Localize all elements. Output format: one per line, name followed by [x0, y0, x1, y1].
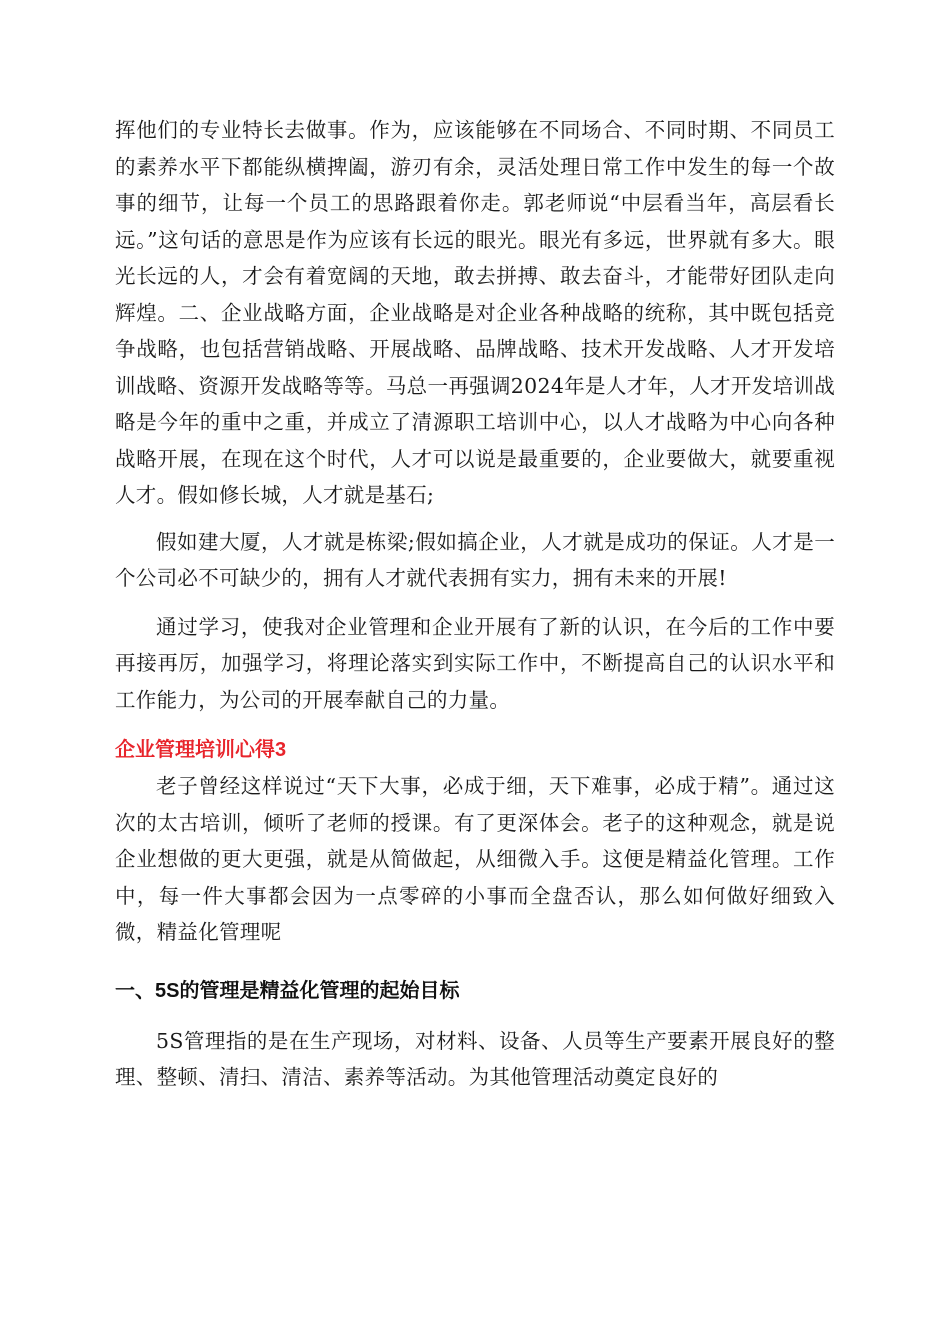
- section-heading-3: 企业管理培训心得3: [115, 739, 287, 761]
- body-paragraph-1: 挥他们的专业特长去做事。作为，应该能够在不同场合、不同时期、不同员工的素养水平下都能纵横捭阖，游刃有余，灵活处理日常工作中发生的每一个故事的细节，让每一个员工的思路跟着你走。郭老师说“中层看当年，高层看长远。”这句话的意思是作为应该有长远的眼光。眼光有多远，世界就有多大。眼光长远的人，才会有着宽阔的天地，敢去拼搏、敢去奋斗，才能带好团队走向辉煌。二、企业战略方面，企业战略是对企业各种战略的统称，其中既包括竞争战略，也包括营销战略、开展战略、品牌战略、技术开发战略、人才开发培训战略、资源开发战略等等。马总一再强调2024年是人才年，人才开发培训战略是今年的重中之重，并成立了清源职工培训中心，以人才战略为中心向各种战略开展，在现在这个时代，人才可以说是最重要的，企业要做大，就要重视人才。假如修长城，人才就是基石;: [115, 118, 835, 507]
- document-page: [115, 112, 835, 1096]
- body-paragraph-4: 老子曾经这样说过“天下大事，必成于细，天下难事，必成于精”。通过这次的太古培训，倾听了老师的授课。有了更深体会。老子的这种观念，就是说企业想做的更大更强，就是从简做起，从细微入手。这便是精益化管理。工作中，每一件大事都会因为一点零碎的小事而全盘否认，那么如何做好细致入微，精益化管理呢: [115, 774, 835, 944]
- body-paragraph-3: 通过学习，使我对企业管理和企业开展有了新的认识，在今后的工作中要再接再厉，加强学习，将理论落实到实际工作中，不断提高自己的认识水平和工作能力，为公司的开展奉献自己的力量。: [115, 614, 835, 712]
- body-paragraph-2: 假如建大厦，人才就是栋梁;假如搞企业，人才就是成功的保证。人才是一个公司必不可缺少的，拥有人才就代表拥有实力，拥有未来的开展!: [115, 529, 835, 590]
- body-paragraph-5: 5S管理指的是在生产现场，对材料、设备、人员等生产要素开展良好的整理、整顿、清扫、清洁、素养等活动。为其他管理活动奠定良好的: [115, 1028, 835, 1089]
- subsection-heading-1: 一、5S的管理是精益化管理的起始目标: [115, 979, 460, 1002]
